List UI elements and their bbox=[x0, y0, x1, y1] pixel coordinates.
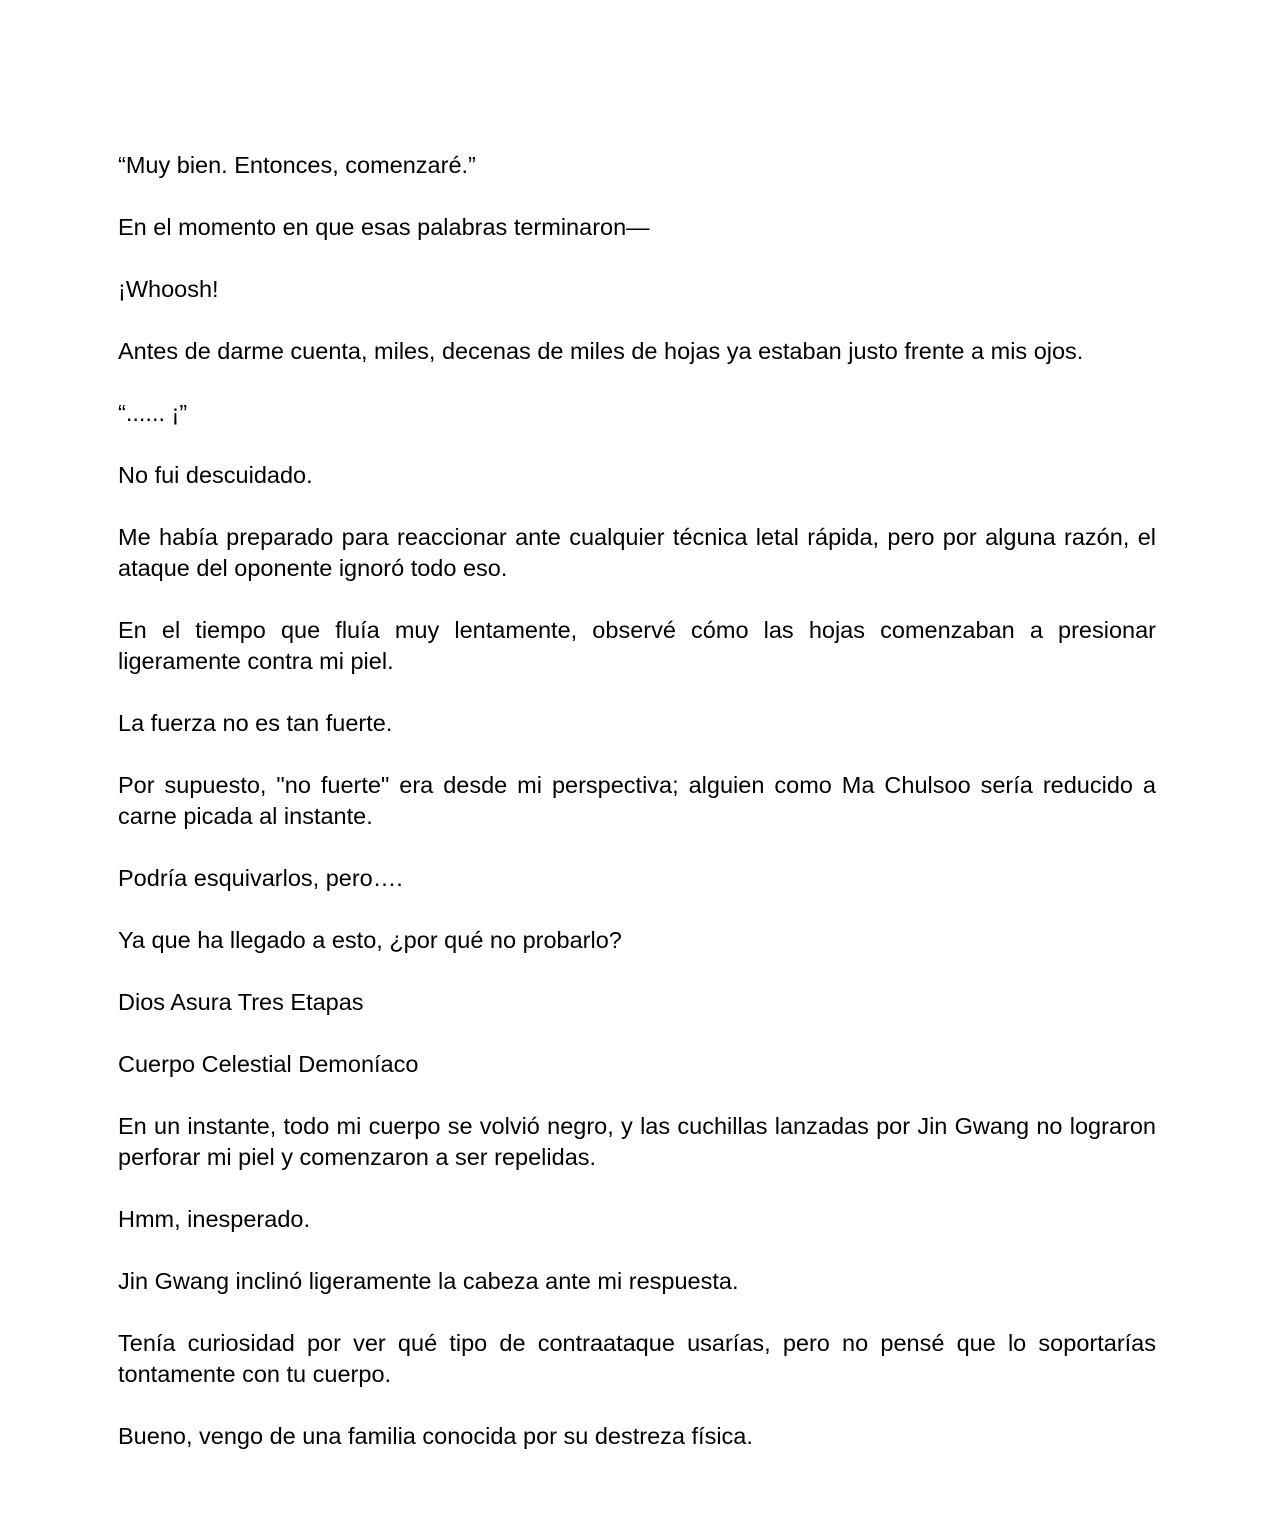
paragraph: ¡Whoosh! bbox=[118, 276, 219, 302]
paragraph: Cuerpo Celestial Demoníaco bbox=[118, 1051, 419, 1077]
paragraph: Bueno, vengo de una familia conocida por su destreza física. bbox=[118, 1423, 753, 1449]
paragraph: Hmm, inesperado. bbox=[118, 1206, 310, 1232]
paragraph: Jin Gwang inclinó ligeramente la cabeza ante mi respuesta. bbox=[118, 1268, 739, 1294]
paragraph: Antes de darme cuenta, miles, decenas de miles de hojas ya estaban justo frente a mis ojos. bbox=[118, 338, 1084, 364]
document-body bbox=[118, 150, 1156, 1483]
paragraph: “Muy bien. Entonces, comenzaré.” bbox=[118, 152, 476, 178]
paragraph: En un instante, todo mi cuerpo se volvió negro, y las cuchillas lanzadas por Jin Gwang no lograron perforar mi piel y comenzaron a ser repelidas. bbox=[118, 1113, 1156, 1170]
paragraph: Podría esquivarlos, pero…. bbox=[118, 865, 403, 891]
paragraph: La fuerza no es tan fuerte. bbox=[118, 710, 393, 736]
paragraph: En el tiempo que fluía muy lentamente, observé cómo las hojas comenzaban a presionar ligeramente contra mi piel. bbox=[118, 617, 1156, 674]
paragraph: Tenía curiosidad por ver qué tipo de contraataque usarías, pero no pensé que lo soportarías tontamente con tu cuerpo. bbox=[118, 1330, 1156, 1387]
paragraph: Por supuesto, "no fuerte" era desde mi perspectiva; alguien como Ma Chulsoo sería reducido a carne picada al instante. bbox=[118, 772, 1156, 829]
paragraph: Dios Asura Tres Etapas bbox=[118, 989, 364, 1015]
paragraph: “...... ¡” bbox=[118, 400, 188, 426]
paragraph: Me había preparado para reaccionar ante cualquier técnica letal rápida, pero por alguna razón, el ataque del oponente ignoró todo eso. bbox=[118, 524, 1156, 581]
paragraph: No fui descuidado. bbox=[118, 462, 313, 488]
paragraph: Ya que ha llegado a esto, ¿por qué no probarlo? bbox=[118, 927, 622, 953]
paragraph: En el momento en que esas palabras terminaron— bbox=[118, 214, 650, 240]
